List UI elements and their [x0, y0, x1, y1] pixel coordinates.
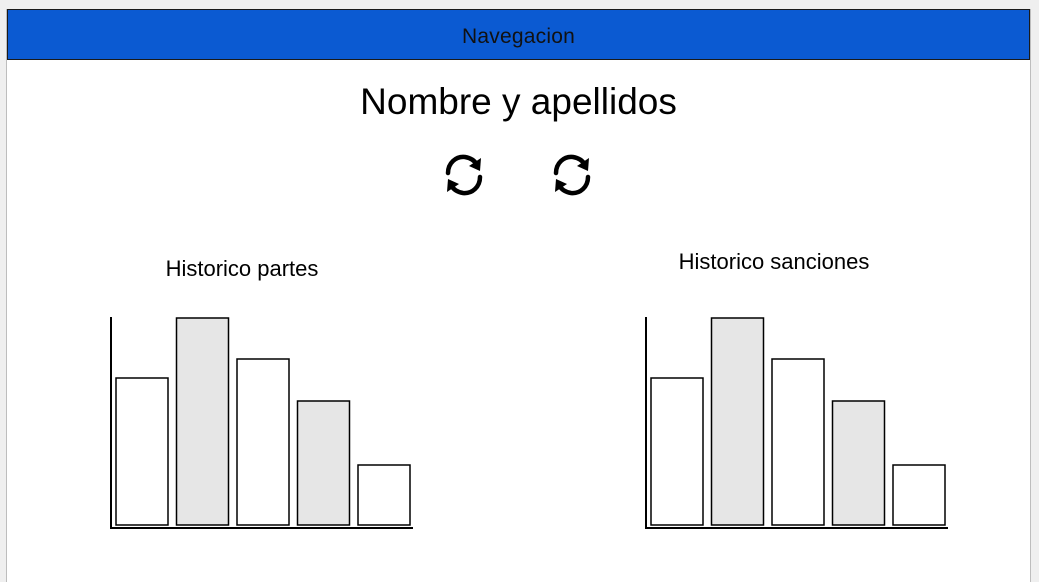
bar-chart-sanciones — [636, 309, 956, 534]
sanciones-bar-5 — [893, 465, 945, 525]
sanciones-bar-3 — [772, 359, 824, 525]
sanciones-bar-2 — [712, 318, 764, 525]
partes-bar-1 — [116, 378, 168, 525]
refresh-button-left[interactable] — [438, 149, 490, 201]
partes-bar-4 — [298, 401, 350, 525]
chart-historico-partes — [101, 309, 421, 534]
sanciones-bar-1 — [651, 378, 703, 525]
page-title: Nombre y apellidos — [360, 81, 677, 122]
bar-chart-partes — [101, 309, 421, 534]
partes-bar-2 — [177, 318, 229, 525]
refresh-icon — [438, 149, 490, 201]
refresh-icon — [546, 149, 598, 201]
refresh-button-right[interactable] — [546, 149, 598, 201]
partes-bar-3 — [237, 359, 289, 525]
chart-title-sanciones: Historico sanciones — [678, 249, 870, 274]
navigation-bar[interactable] — [7, 9, 1030, 60]
chart-title-partes: Historico partes — [165, 256, 319, 281]
page-container — [6, 9, 1031, 582]
chart-historico-sanciones — [636, 309, 956, 534]
navigation-label: Navegacion — [462, 24, 575, 48]
sanciones-bar-4 — [833, 401, 885, 525]
partes-bar-5 — [358, 465, 410, 525]
